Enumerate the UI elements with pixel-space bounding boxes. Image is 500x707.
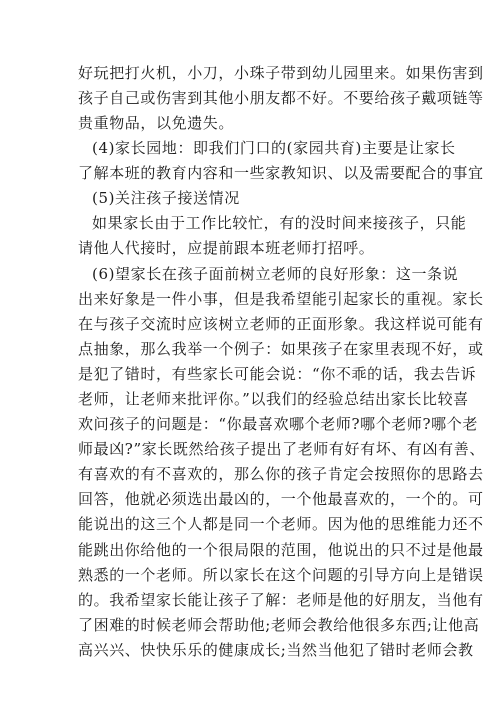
text-line: (4)家长园地：即我们门口的(家园共育)主要是让家长 bbox=[92, 139, 456, 157]
text-line: 出来好象是一件小事，但是我希望能引起家长的重视。家长 bbox=[78, 290, 484, 308]
text-line: 点抽象，那么我举一个例子：如果孩子在家里表现不好，或 bbox=[78, 340, 484, 358]
text-line: 如果家长由于工作比较忙，有的没时间来接孩子，只能 bbox=[92, 214, 467, 232]
text-line: 能跳出你给他的一个很局限的范围，他说出的只不过是他最 bbox=[78, 541, 484, 559]
text-line: 了解本班的教育内容和一些家教知识、以及需要配合的事宜 bbox=[78, 164, 484, 182]
text-line: 高兴兴、快快乐乐的健康成长;当然当他犯了错时老师会教 bbox=[78, 641, 474, 659]
text-line: 是犯了错时，有些家长可能会说：“你不乖的话，我去告诉 bbox=[78, 365, 477, 383]
text-line: 回答，他就必须选出最凶的，一个他最喜欢的，一个的。可 bbox=[78, 490, 484, 508]
text-line: 师最凶?”家长既然给孩子提出了老师有好有坏、有凶有善、 bbox=[78, 440, 485, 458]
text-line: 老师，让老师来批评你。”以我们的经验总结出家长比较喜 bbox=[78, 390, 469, 408]
text-line: 欢问孩子的问题是：“你最喜欢哪个老师?哪个老师?哪个老 bbox=[78, 415, 478, 433]
text-line: 好玩把打火机，小刀，小珠子带到幼儿园里来。如果伤害到 bbox=[78, 64, 484, 82]
text-line: 在与孩子交流时应该树立老师的正面形象。我这样说可能有 bbox=[78, 315, 484, 333]
text-line: 了困难的时候老师会帮助他;老师会教给他很多东西;让他高 bbox=[78, 616, 480, 634]
text-line: 熟悉的一个老师。所以家长在这个问题的引导方向上是错误 bbox=[78, 566, 484, 584]
text-line: (6)望家长在孩子面前树立老师的良好形象：这一条说 bbox=[92, 265, 459, 283]
text-line: 的。我希望家长能让孩子了解：老师是他的好朋友，当他有 bbox=[78, 591, 484, 609]
text-line: 贵重物品，以免遗失。 bbox=[78, 114, 235, 132]
text-line: 请他人代接时，应提前跟本班老师打招呼。 bbox=[78, 239, 375, 257]
text-line: (5)关注孩子接送情况 bbox=[92, 189, 240, 207]
text-line: 孩子自己或伤害到其他小朋友都不好。不要给孩子戴项链等 bbox=[78, 89, 484, 107]
text-line: 能说出的这三个人都是同一个老师。因为他的思维能力还不 bbox=[78, 515, 484, 533]
text-line: 有喜欢的有不喜欢的，那么你的孩子肯定会按照你的思路去 bbox=[78, 465, 484, 483]
